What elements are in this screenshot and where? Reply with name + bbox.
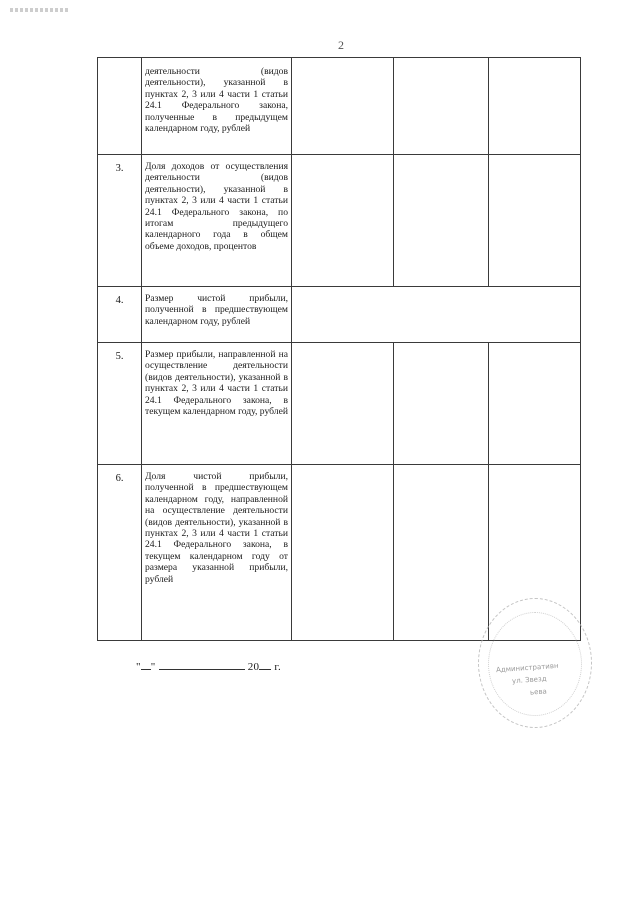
year-blank <box>259 659 271 670</box>
table-row <box>98 342 580 464</box>
row-number: 4. <box>115 295 124 306</box>
page-number: 2 <box>338 38 344 52</box>
date-open-quote: " <box>136 661 141 673</box>
top-scan-mark <box>10 8 70 12</box>
day-blank <box>141 659 151 670</box>
row-number: 6. <box>115 473 124 484</box>
date-close-quote: " <box>150 661 156 673</box>
row-number: 3. <box>115 163 124 174</box>
row-description: Доля чистой прибыли, полученной в предшествующем календарном году, направленной на осуществление деятельности (видов деятельности), указанной в пунктах 2, 3 или 4 части 1 статьи 24.1 Федерального закона, в текущем календарном году от размера указанной прибыли, рублей <box>145 471 288 585</box>
table-row <box>98 286 580 342</box>
table-row <box>98 58 580 154</box>
row-description: деятельности (видов деятельности), указанной в пунктах 2, 3 или 4 части 1 статьи 24.1 Федерального закона, полученные в предыдущем календарном году, рублей <box>145 66 288 135</box>
year-suffix: г. <box>274 661 282 673</box>
month-blank <box>159 659 245 670</box>
stamp-text: ьева <box>529 687 548 697</box>
stamp-text: Административн <box>495 661 559 675</box>
row-number: 5. <box>115 351 124 362</box>
row-description: Размер прибыли, направленной на осуществление деятельности (видов деятельности), указанной в пунктах 2, 3 или 4 части 1 статьи 24.1 Федерального закона, в текущем календарном году, рублей <box>145 349 288 418</box>
row-description: Доля доходов от осуществления деятельности (видов деятельности), указанной в пунктах 2, 3 или 4 части 1 статьи 24.1 Федерального закона, по итогам предыдущего календарного года в общем объеме доходов, процентов <box>145 161 288 252</box>
stamp-text: ул. Звезд <box>511 674 547 686</box>
row-description: Размер чистой прибыли, полученной в предшествующем календарном году, рублей <box>145 293 288 327</box>
year-prefix: 20 <box>247 661 260 673</box>
signature-date-line <box>136 659 281 673</box>
table-row <box>98 154 580 286</box>
indicators-table <box>97 57 581 641</box>
